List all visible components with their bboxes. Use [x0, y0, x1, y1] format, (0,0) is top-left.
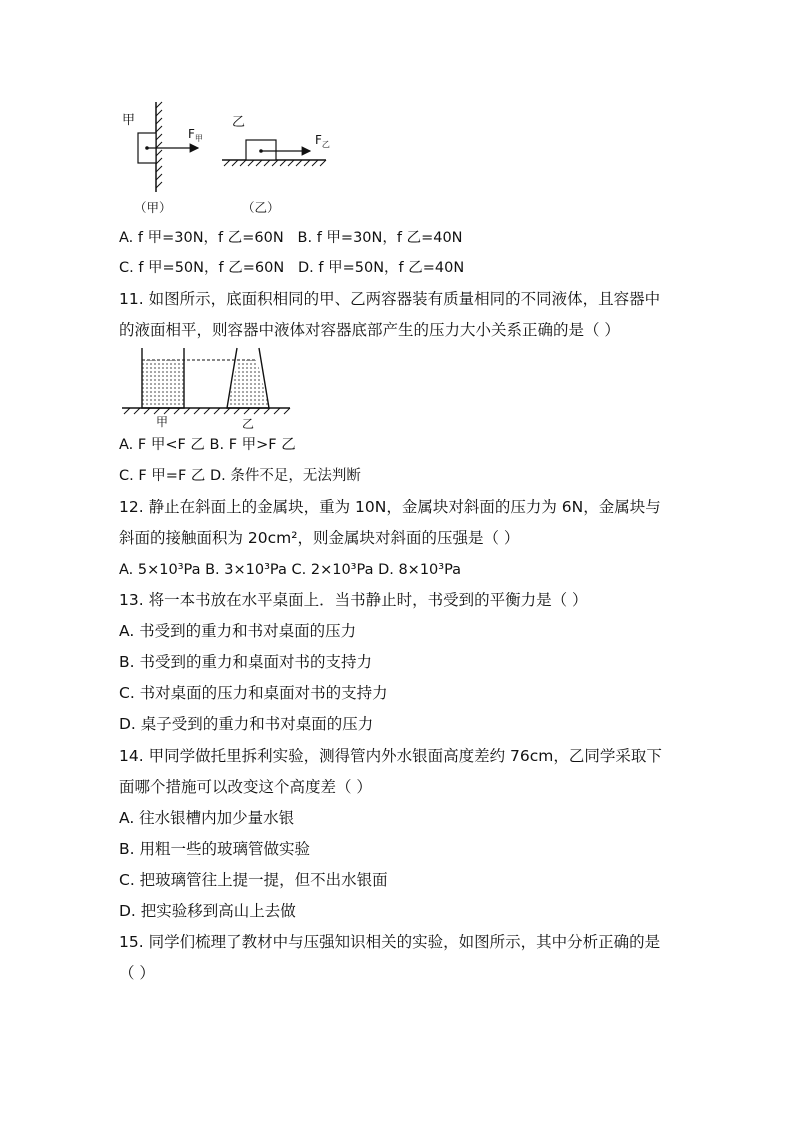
q11-figure: [118, 346, 298, 430]
q11-stem-line1: 11. 如图所示，底面积相同的甲、乙两容器装有质量相同的不同液体，且容器中: [119, 290, 661, 308]
q14-option-b[interactable]: B. 用粗一些的玻璃管做实验: [119, 840, 310, 858]
q14-stem-line2: 面哪个措施可以改变这个高度差（ ）: [119, 778, 372, 796]
q14-option-c[interactable]: C. 把玻璃管往上提一提，但不出水银面: [119, 871, 388, 889]
q10-caption-yi: （乙）: [242, 200, 280, 215]
q10-option-c[interactable]: C. f 甲=50N，f 乙=60N: [119, 260, 285, 276]
q12-stem-line2: 斜面的接触面积为 20cm²，则金属块对斜面的压强是（ ）: [119, 529, 520, 547]
q13-option-a[interactable]: A. 书受到的重力和书对桌面的压力: [119, 622, 357, 640]
q12-options[interactable]: A. 5×10³Pa B. 3×10³Pa C. 2×10³Pa D. 8×10³Pa: [119, 562, 462, 578]
q10-figure: [112, 96, 352, 220]
q11-stem-line2: 的液面相平，则容器中液体对容器底部产生的压力大小关系正确的是（ ）: [119, 321, 620, 339]
q14-option-d[interactable]: D. 把实验移到高山上去做: [119, 902, 296, 920]
q11-label-yi: 乙: [242, 417, 255, 430]
q10-option-b[interactable]: B. f 甲=30N，f 乙=40N: [297, 230, 463, 246]
q12-stem-line1: 12. 静止在斜面上的金属块，重为 10N，金属块对斜面的压力为 6N，金属块与: [119, 498, 661, 516]
q13-option-c[interactable]: C. 书对桌面的压力和桌面对书的支持力: [119, 684, 388, 702]
q10-options-row1: [119, 228, 463, 248]
q10-label-yi: 乙: [232, 115, 246, 130]
q10-option-d[interactable]: D. f 甲=50N，f 乙=40N: [298, 260, 465, 276]
q13-stem: 13. 将一本书放在水平桌面上．当书静止时，书受到的平衡力是（ ）: [119, 591, 588, 609]
q10-force-jia: $F_甲$: [188, 127, 203, 143]
q15-stem-line2: （ ）: [119, 964, 155, 982]
q11-options-row1[interactable]: A. F 甲<F 乙 B. F 甲>F 乙: [119, 437, 296, 453]
q13-option-b[interactable]: B. 书受到的重力和桌面对书的支持力: [119, 653, 372, 671]
q10-caption-jia: （甲）: [134, 200, 172, 215]
q10-force-yi: $F_乙$: [315, 133, 330, 149]
q14-option-a[interactable]: A. 往水银槽内加少量水银: [119, 809, 295, 827]
q11-label-jia: 甲: [156, 415, 169, 429]
q15-stem-line1: 15. 同学们梳理了教材中与压强知识相关的实验，如图所示，其中分析正确的是: [119, 933, 661, 951]
q10-label-jia: 甲: [122, 113, 136, 128]
q10-options-row2: [119, 258, 464, 278]
q14-stem-line1: 14. 甲同学做托里拆利实验，测得管内外水银面高度差约 76cm，乙同学采取下: [119, 747, 662, 765]
q11-options-row2[interactable]: C. F 甲=F 乙 D. 条件不足，无法判断: [119, 468, 361, 484]
q13-option-d[interactable]: D. 桌子受到的重力和书对桌面的压力: [119, 715, 374, 733]
q10-option-a[interactable]: A. f 甲=30N，f 乙=60N: [119, 230, 284, 246]
